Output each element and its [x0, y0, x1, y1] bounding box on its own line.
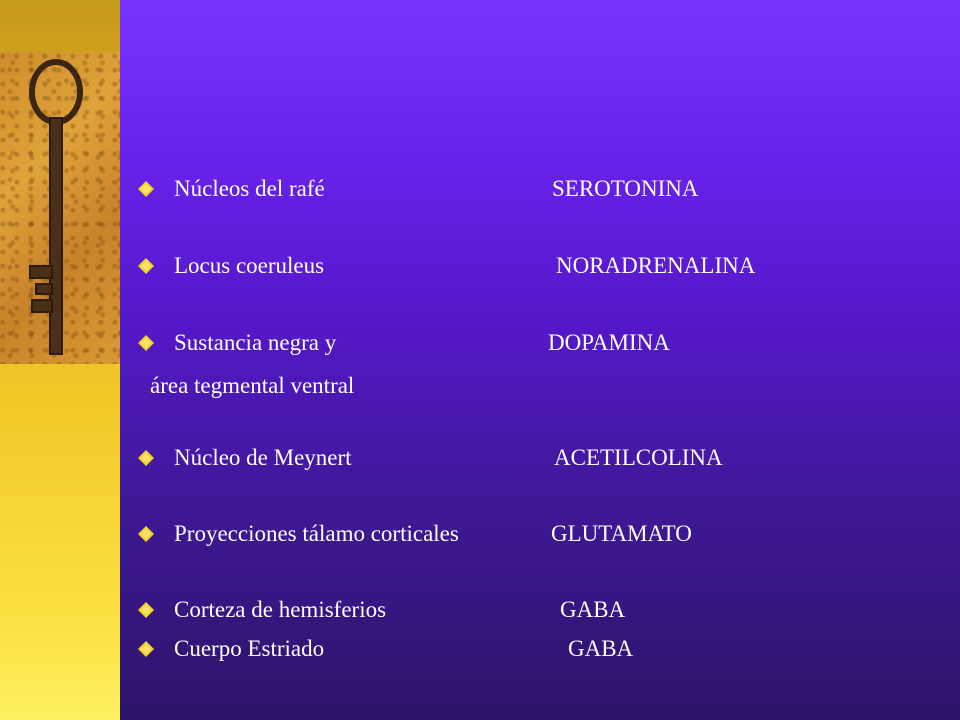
- list-item-continuation: [150, 374, 354, 397]
- neurotransmitter-label: SEROTONINA: [552, 176, 699, 201]
- key-photo: [0, 52, 120, 364]
- neurotransmitter-label: DOPAMINA: [548, 330, 670, 355]
- nucleus-label: Núcleo de Meynert: [174, 445, 352, 470]
- diamond-bullet-icon: [138, 258, 154, 274]
- nucleus-label: área tegmental ventral: [150, 373, 355, 398]
- neurotransmitter-label: GLUTAMATO: [551, 521, 692, 546]
- nucleus-label: Locus coeruleus: [174, 253, 325, 278]
- neurotransmitter-label: ACETILCOLINA: [554, 445, 723, 470]
- neurotransmitter-label: NORADRENALINA: [556, 253, 756, 278]
- nucleus-label: Núcleos del rafé: [174, 176, 325, 201]
- neurotransmitter-label: GABA: [568, 636, 634, 661]
- diamond-bullet-icon: [138, 641, 154, 657]
- diamond-bullet-icon: [138, 181, 154, 197]
- diamond-bullet-icon: [138, 335, 154, 351]
- nucleus-label: Corteza de hemisferios: [174, 597, 387, 622]
- nucleus-label: Proyecciones tálamo corticales: [174, 521, 459, 546]
- nucleus-label: Sustancia negra y: [174, 330, 337, 355]
- neurotransmitter-label: GABA: [560, 597, 626, 622]
- nucleus-label: Cuerpo Estriado: [174, 636, 325, 661]
- antique-key-icon: [0, 52, 120, 364]
- diamond-bullet-icon: [138, 602, 154, 618]
- diamond-bullet-icon: [138, 526, 154, 542]
- diamond-bullet-icon: [138, 450, 154, 466]
